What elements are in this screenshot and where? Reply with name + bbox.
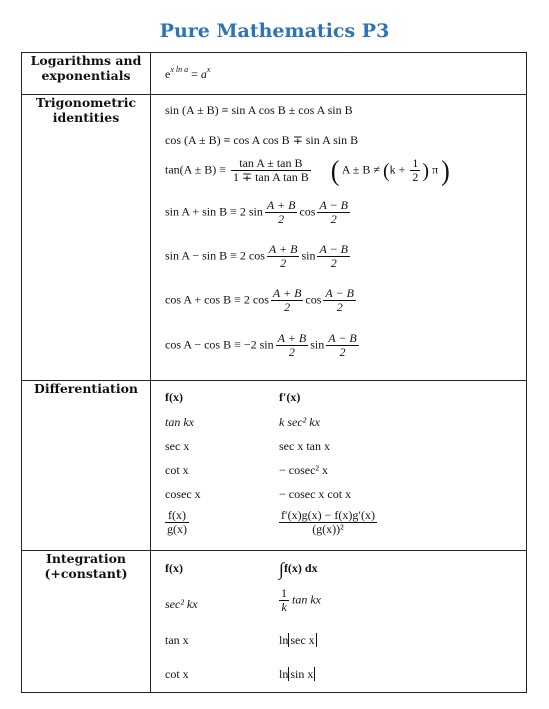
diff-f-2: cot x <box>165 463 189 477</box>
a-base: a <box>200 67 207 81</box>
exp-power: x ln a <box>170 65 189 74</box>
tan-condition: A ± B ≠ <box>341 162 380 177</box>
tan-sum-lhs: tan(A ± B) ≡ <box>165 162 227 177</box>
diff-f-0: tan kx <box>165 415 194 429</box>
diff-d-3: − cosec x cot x <box>279 487 352 501</box>
page-title: Pure Mathematics P3 <box>159 20 390 42</box>
logs-label-line2: exponentials <box>41 68 131 83</box>
int-content <box>151 551 527 693</box>
a-power: x <box>206 65 211 74</box>
trig-label <box>22 95 151 381</box>
logs-label-line1: Logarithms and <box>30 53 142 68</box>
trig-row <box>22 95 527 381</box>
diff-quotient-f: $\frac{f(x)}{g(x)}$ <box>167 508 187 536</box>
tan-condition-k: k + <box>389 162 406 177</box>
int-head-f: f(x) <box>165 561 183 575</box>
trig-label-line2: identities <box>52 110 120 125</box>
diff-label: Differentiation <box>22 381 151 551</box>
cos-minus-cos: cos A − cos B ≡ −2 sin $\frac{A + B}{2}$ sin $\frac{A - B}{2}$ <box>165 331 357 359</box>
trig-label-line1: Trigonometric <box>35 95 137 110</box>
pi-symbol: π <box>432 162 439 177</box>
logs-row <box>22 53 527 95</box>
logs-formula <box>165 65 210 82</box>
tan-sum-numerator: tan A ± tan B <box>231 157 311 171</box>
tan-sum-denominator: 1 ∓ tan A tan B <box>233 170 309 184</box>
half-num: 1 <box>412 156 419 170</box>
int-f-2: cot x <box>165 667 189 681</box>
int-i-2: ln sin x <box>279 667 314 681</box>
formulae-table <box>21 52 527 693</box>
trig-content <box>151 95 527 381</box>
sin-sum-identity: sin (A ± B) ≡ sin A cos B ± cos A sin B <box>165 103 353 117</box>
int-row <box>22 551 527 693</box>
int-f-1: tan x <box>165 633 189 647</box>
logs-label <box>22 53 151 95</box>
sin-plus-sin: sin A + sin B ≡ 2 sin $\frac{A + B}{2}$ cos $\frac{A - B}{2}$ <box>165 198 348 226</box>
diff-head-fprime: f′(x) <box>279 390 301 404</box>
diff-f-3: cosec x <box>165 487 201 501</box>
tan-sum-identity: tan(A ± B) ≡ $\frac{\text{tan A ± tan B}}{\text{1 ∓ tan A tan B}}$ ( A ± B ≠ (k + $\frac{1}{2}$ ) π ) <box>165 154 450 186</box>
diff-f-1: sec x <box>165 439 190 453</box>
diff-d-1: sec x tan x <box>279 439 330 453</box>
diff-d-2: − cosec² x <box>279 463 329 477</box>
exp-base: e <box>165 67 171 81</box>
sin-minus-sin: sin A − sin B ≡ 2 cos $\frac{A + B}{2}$ sin $\frac{A - B}{2}$ <box>165 242 348 270</box>
cos-plus-cos: cos A + cos B ≡ 2 cos $\frac{A + B}{2}$ cos $\frac{A - B}{2}$ <box>165 286 354 314</box>
int-head-integral: ∫f(x) dx <box>279 559 318 579</box>
diff-d-0: k sec² kx <box>279 415 320 429</box>
logs-content <box>151 53 527 95</box>
diff-row <box>22 381 527 551</box>
cos-sum-identity: cos (A ± B) ≡ cos A cos B ∓ sin A sin B <box>165 133 359 147</box>
equals: = <box>188 67 201 81</box>
diff-quotient-d: $\frac{f'(x)g(x) - f(x)g'(x)}{\text{(g(x))²}}$ <box>281 508 375 536</box>
int-f-0: sec² kx <box>165 597 198 611</box>
int-label: Integration (+constant) <box>22 551 151 693</box>
int-i-0: $\frac{1}{k}$ tan kx <box>281 586 321 614</box>
diff-head-f: f(x) <box>165 390 183 404</box>
half-den: 2 <box>412 170 419 184</box>
int-i-1: ln sec x <box>279 633 315 647</box>
diff-content <box>151 381 527 551</box>
